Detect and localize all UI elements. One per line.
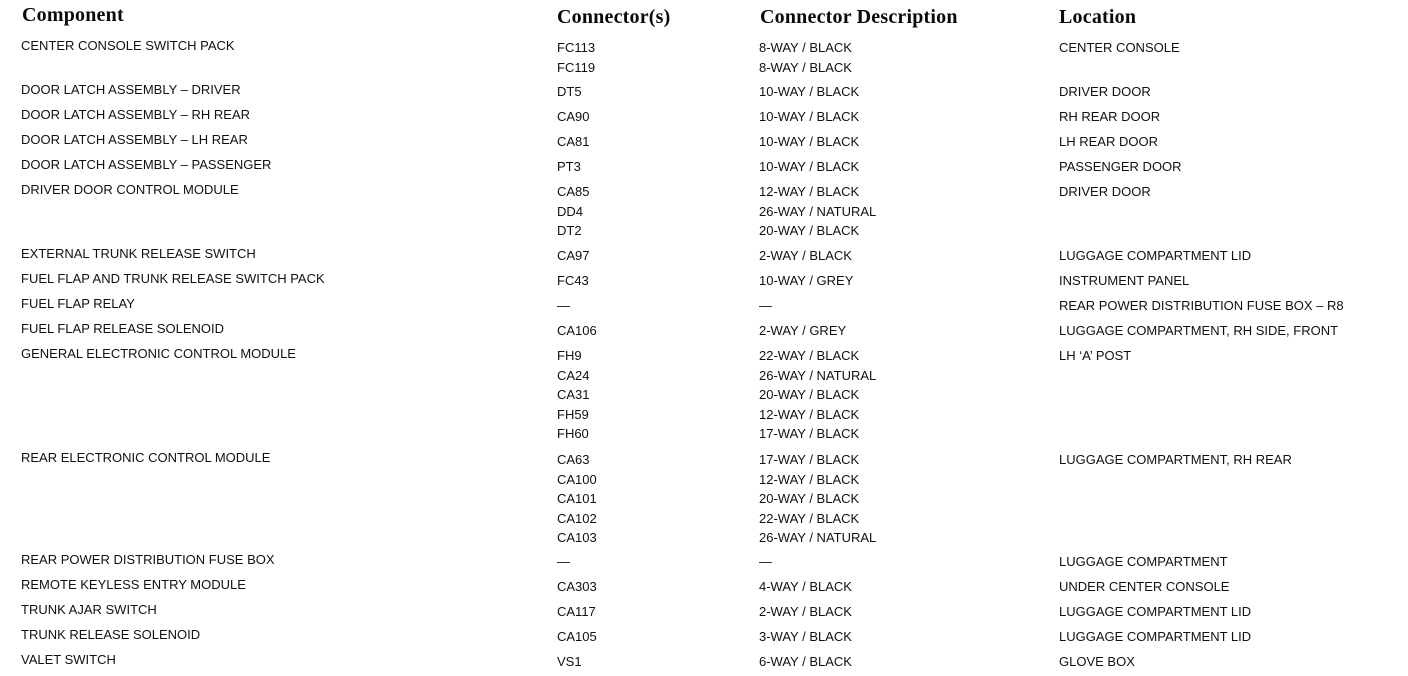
location-cell: REAR POWER DISTRIBUTION FUSE BOX – R8 (1059, 298, 1344, 313)
location-cell: CENTER CONSOLE (1059, 40, 1180, 55)
location-cell: LUGGAGE COMPARTMENT LID (1059, 248, 1252, 263)
connector-id: CA100 (557, 471, 597, 487)
location-cell: LH ‘A’ POST (1059, 348, 1132, 363)
component-cell: FUEL FLAP RELEASE SOLENOID (21, 321, 225, 336)
connectors-cell (557, 271, 589, 291)
header-component: Component (22, 4, 124, 26)
component-cell: DOOR LATCH ASSEMBLY – RH REAR (21, 107, 251, 122)
component-cell: CENTER CONSOLE SWITCH PACK (21, 38, 235, 53)
location-cell: GLOVE BOX (1059, 654, 1135, 669)
connector-id: CA105 (557, 629, 597, 644)
connector-id: CA303 (557, 579, 597, 594)
connector-id: — (557, 554, 570, 569)
descriptions-cell (759, 627, 852, 647)
descriptions-cell (759, 182, 876, 241)
component-cell: DOOR LATCH ASSEMBLY – DRIVER (21, 82, 241, 97)
connector-id: FC43 (557, 273, 589, 288)
descriptions-cell (759, 346, 876, 444)
descriptions-cell (759, 107, 859, 127)
descriptions-cell (759, 296, 772, 316)
connector-description: 2-WAY / BLACK (759, 604, 852, 619)
connectors-cell (557, 652, 582, 672)
location-cell: LUGGAGE COMPARTMENT, RH REAR (1059, 452, 1292, 467)
connector-description: 26-WAY / NATURAL (759, 203, 877, 219)
connectors-cell (557, 577, 597, 597)
connector-id: VS1 (557, 654, 582, 669)
component-cell: FUEL FLAP AND TRUNK RELEASE SWITCH PACK (21, 271, 325, 286)
connectors-cell (557, 38, 595, 77)
component-cell: REAR ELECTRONIC CONTROL MODULE (21, 450, 271, 465)
location-cell: DRIVER DOOR (1059, 184, 1151, 199)
connector-id: CA101 (557, 491, 597, 506)
connector-id: CA90 (557, 109, 590, 124)
location-cell: INSTRUMENT PANEL (1059, 273, 1190, 288)
connector-id: CA31 (557, 387, 590, 402)
location-cell: LUGGAGE COMPARTMENT, RH SIDE, FRONT (1059, 323, 1339, 338)
connector-description: 12-WAY / BLACK (759, 184, 860, 199)
connectors-cell (557, 107, 590, 127)
connector-id: CA63 (557, 452, 590, 467)
connector-description: 17-WAY / BLACK (759, 426, 860, 441)
connector-description: 17-WAY / BLACK (759, 452, 860, 467)
component-cell: GENERAL ELECTRONIC CONTROL MODULE (21, 346, 296, 361)
connector-description: 20-WAY / BLACK (759, 491, 860, 506)
connectors-cell (557, 296, 570, 316)
connector-id: CA85 (557, 184, 590, 199)
component-cell: TRUNK RELEASE SOLENOID (21, 627, 201, 642)
connector-description: 22-WAY / BLACK (759, 510, 860, 526)
connectors-cell (557, 346, 590, 444)
descriptions-cell (759, 577, 852, 597)
connector-description: 20-WAY / BLACK (759, 223, 860, 238)
descriptions-cell (759, 652, 852, 672)
connector-description: 8-WAY / BLACK (759, 40, 852, 55)
connector-description: 3-WAY / BLACK (759, 629, 852, 644)
component-cell: FUEL FLAP RELAY (21, 296, 135, 311)
connector-description: 26-WAY / NATURAL (759, 367, 877, 383)
descriptions-cell (759, 132, 859, 152)
component-cell: VALET SWITCH (21, 652, 116, 667)
connector-description: 8-WAY / BLACK (759, 59, 852, 75)
connectors-cell (557, 321, 597, 341)
location-cell: LUGGAGE COMPARTMENT (1059, 554, 1228, 569)
connector-description: 22-WAY / BLACK (759, 348, 860, 363)
location-cell: UNDER CENTER CONSOLE (1059, 579, 1230, 594)
connector-id: CA24 (557, 367, 590, 383)
component-cell: DRIVER DOOR CONTROL MODULE (21, 182, 239, 197)
component-cell: DOOR LATCH ASSEMBLY – LH REAR (21, 132, 248, 147)
connector-description: — (759, 554, 772, 569)
descriptions-cell (759, 246, 852, 266)
header-connector-description: Connector Description (760, 6, 958, 28)
connector-id: FC119 (557, 59, 596, 75)
location-cell: LUGGAGE COMPARTMENT LID (1059, 604, 1252, 619)
connector-description: 10-WAY / BLACK (759, 109, 860, 124)
connector-id: DT2 (557, 223, 582, 238)
descriptions-cell (759, 82, 859, 102)
connectors-cell (557, 552, 570, 572)
location-cell: LH REAR DOOR (1059, 134, 1158, 149)
component-cell: DOOR LATCH ASSEMBLY – PASSENGER (21, 157, 272, 172)
location-cell: DRIVER DOOR (1059, 84, 1151, 99)
connector-description: 4-WAY / BLACK (759, 579, 852, 594)
connectors-cell (557, 246, 590, 266)
descriptions-cell (759, 602, 852, 622)
connector-id: FH60 (557, 426, 589, 441)
connector-description: 20-WAY / BLACK (759, 387, 860, 402)
connectors-cell (557, 132, 590, 152)
component-cell: REMOTE KEYLESS ENTRY MODULE (21, 577, 246, 592)
header-location: Location (1059, 6, 1137, 28)
connector-description: — (759, 298, 772, 313)
connector-description: 2-WAY / GREY (759, 323, 847, 338)
descriptions-cell (759, 157, 859, 177)
connector-description: 12-WAY / BLACK (759, 471, 860, 487)
connector-id: CA117 (557, 604, 596, 619)
connector-id: CA97 (557, 248, 590, 263)
component-cell: EXTERNAL TRUNK RELEASE SWITCH (21, 246, 256, 261)
connectors-cell (557, 82, 582, 102)
connector-id: DT5 (557, 84, 582, 99)
header-connectors: Connector(s) (557, 6, 671, 28)
connector-id: FH59 (557, 406, 589, 422)
connector-id: FC113 (557, 40, 596, 55)
connector-description: 6-WAY / BLACK (759, 654, 852, 669)
connectors-cell (557, 602, 596, 622)
connector-id: CA106 (557, 323, 597, 338)
descriptions-cell (759, 271, 853, 291)
location-cell: PASSENGER DOOR (1059, 159, 1182, 174)
connector-description: 2-WAY / BLACK (759, 248, 852, 263)
connectors-cell (557, 450, 597, 548)
descriptions-cell (759, 552, 772, 572)
location-cell: RH REAR DOOR (1059, 109, 1161, 124)
descriptions-cell (759, 38, 852, 77)
connectors-cell (557, 157, 581, 177)
connector-id: FH9 (557, 348, 582, 363)
connector-id: CA102 (557, 510, 597, 526)
component-cell: REAR POWER DISTRIBUTION FUSE BOX (21, 552, 275, 567)
connector-description: 10-WAY / GREY (759, 273, 854, 288)
connector-id: PT3 (557, 159, 581, 174)
connector-description: 10-WAY / BLACK (759, 134, 860, 149)
connectors-cell (557, 627, 597, 647)
connector-id: CA81 (557, 134, 590, 149)
connector-id: CA103 (557, 530, 597, 545)
descriptions-cell (759, 321, 846, 341)
connector-description: 12-WAY / BLACK (759, 406, 860, 422)
connector-description: 10-WAY / BLACK (759, 84, 860, 99)
connector-id: DD4 (557, 203, 584, 219)
connectors-cell (557, 182, 590, 241)
component-cell: TRUNK AJAR SWITCH (21, 602, 157, 617)
connector-description: 10-WAY / BLACK (759, 159, 860, 174)
location-cell: LUGGAGE COMPARTMENT LID (1059, 629, 1252, 644)
descriptions-cell (759, 450, 876, 548)
connector-description: 26-WAY / NATURAL (759, 530, 877, 545)
connector-id: — (557, 298, 570, 313)
